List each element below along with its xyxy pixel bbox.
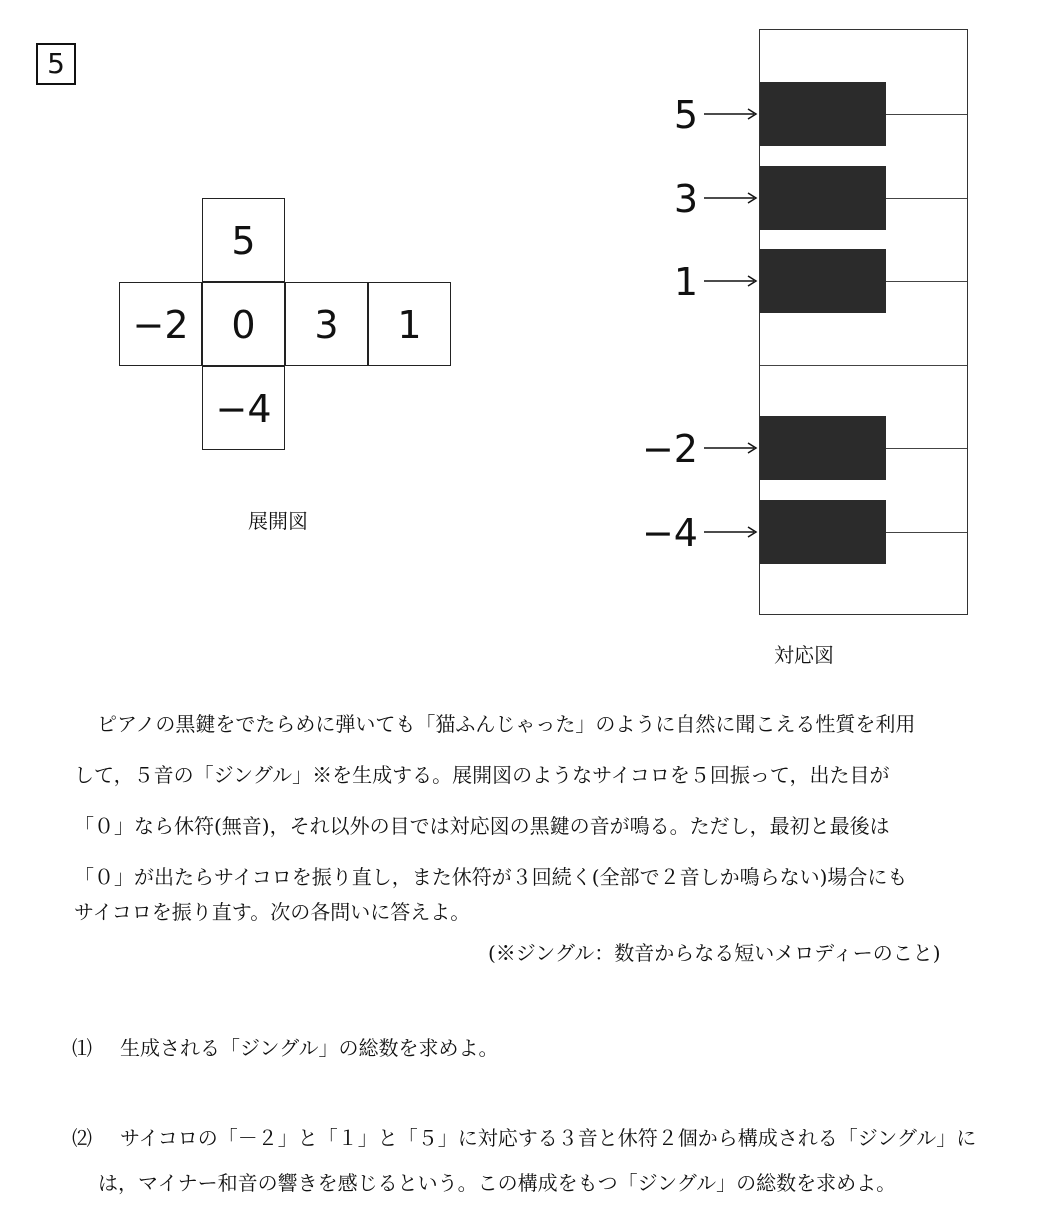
black-key-5 <box>760 82 886 146</box>
question-text: サイコロの「－２」と「１」と「５」に対応する３音と休符２個から構成される「ジングル」に <box>120 1126 977 1150</box>
key-label-5: 5 <box>673 93 698 137</box>
net-cell-right-1: 3 <box>285 282 368 366</box>
statement-line: ピアノの黒鍵をでたらめに弾いても「猫ふんじゃった」のように自然に聞こえる性質を利用 <box>97 712 916 736</box>
footnote: (※ジングル：数音からなる短いメロディーのこと) <box>488 941 941 965</box>
arrow-icon <box>704 191 758 205</box>
statement-line: サイコロを振り直す。次の各問いに答えよ。 <box>74 900 471 924</box>
black-key-3 <box>760 166 886 230</box>
net-cell-right-2: 1 <box>368 282 451 366</box>
piano-caption: 対応図 <box>774 643 834 667</box>
net-cell-center: 0 <box>202 282 285 366</box>
white-key-line <box>760 365 967 366</box>
arrow-icon <box>704 107 758 121</box>
key-label-minus-4: −4 <box>641 511 698 555</box>
key-label-1: 1 <box>673 260 698 304</box>
arrow-icon <box>704 274 758 288</box>
statement-line: して，５音の「ジングル」※を生成する。展開図のようなサイコロを５回振って，出た目が <box>74 763 890 787</box>
question-text: は，マイナー和音の響きを感じるという。この構成をもつ「ジングル」の総数を求めよ。 <box>98 1171 897 1195</box>
question-label: ⑴ <box>72 1036 92 1060</box>
problem-number: 5 <box>36 43 76 85</box>
black-key-1 <box>760 249 886 313</box>
black-key-minus-2 <box>760 416 886 480</box>
key-label-3: 3 <box>673 177 698 221</box>
question-label: ⑵ <box>72 1126 92 1150</box>
question-text: 生成される「ジングル」の総数を求めよ。 <box>120 1036 499 1060</box>
net-cell-top: 5 <box>202 198 285 282</box>
arrow-icon <box>704 441 758 455</box>
net-cell-bottom: −4 <box>202 366 285 450</box>
net-cell-left: −2 <box>119 282 202 366</box>
statement-line: 「０」なら休符(無音)，それ以外の目では対応図の黒鍵の音が鳴る。ただし，最初と最後は <box>74 814 890 838</box>
black-key-minus-4 <box>760 500 886 564</box>
key-label-minus-2: −2 <box>641 427 698 471</box>
piano-keyboard <box>759 29 968 615</box>
statement-line: 「０」が出たらサイコロを振り直し，また休符が３回続く(全部で２音しか鳴らない)場合にも <box>74 865 908 889</box>
net-caption: 展開図 <box>248 509 308 533</box>
arrow-icon <box>704 525 758 539</box>
